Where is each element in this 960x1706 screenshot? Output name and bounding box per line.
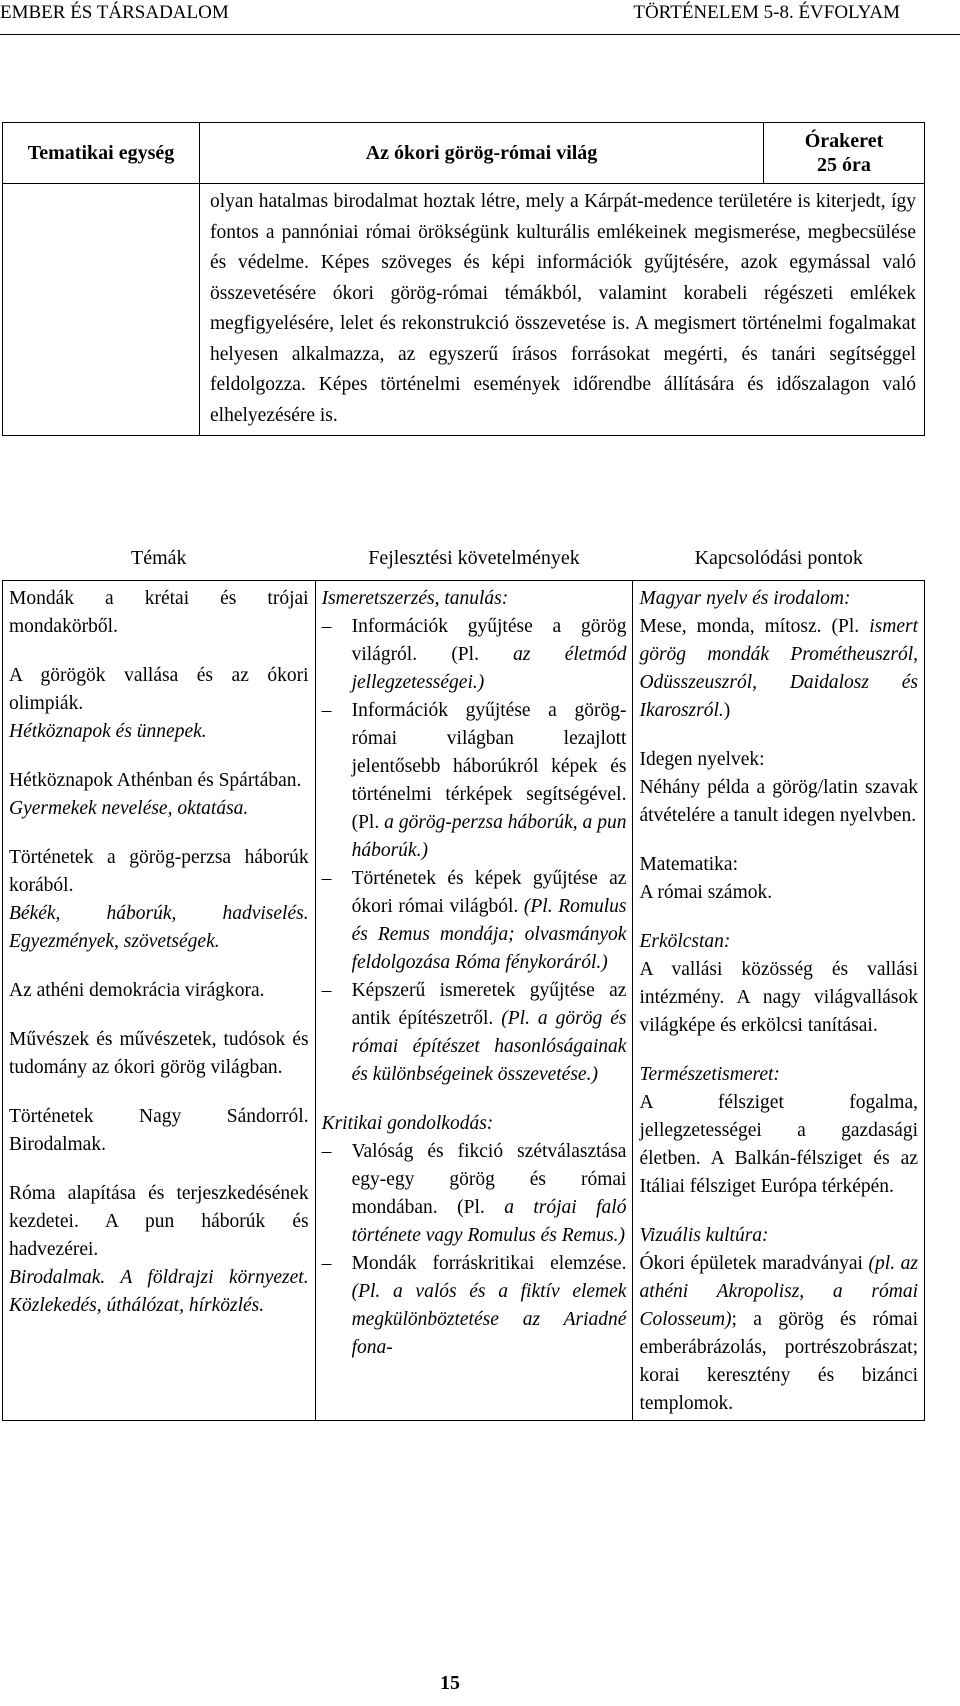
header-connections: Kapcsolódási pontok xyxy=(633,536,925,581)
connection-block: Vizuális kultúra: Ókori épületek maradványai (pl. az athéni Akropolisz, a római Colosseum); a görög és római emberábrázolás, portrészobrászat; korai keresztény és bizánci templomok. xyxy=(639,1225,919,1414)
topic-item: Róma alapítása és terjeszkedésének kezdetei. A pun háborúk és hadvezérei. Birodalmak. A földrajzi környezet. Közlekedés, úthálózat, hírközlés. xyxy=(9,1183,309,1316)
topic-item: Művészek és művészetek, tudósok és tudomány az ókori görög világban. xyxy=(9,1029,309,1078)
header-topics: Témák xyxy=(3,536,316,581)
requirement-item: – Információk gyűjtése a görög világról. (Pl. az életmód jellegzetességei.) xyxy=(321,616,627,693)
connection-block: Erkölcstan: A vallási közösség és vallási intézmény. A nagy világvallások világképe és erkölcsi tanításai. xyxy=(639,931,918,1036)
requirements-group-title: Kritikai gondolkodás: xyxy=(321,1113,494,1134)
hours-cell xyxy=(764,123,925,184)
unit-title: Az ókori görög-római világ xyxy=(200,123,764,184)
unit-body-text: olyan hatalmas birodalmat hoztak létre, mely a Kárpát-medence területére is kiterjedt, így fontos a pannóniai római örökségünk kulturális emlékeinek megismerése, megbecsülése és védelme. Képes szöveges és képi információk gyűjtésére, azok egymással való összevetésére ókori görög-római témákból, valamint korabeli régészeti emlékek megfigyelésére, lelet és rekonstrukció összevetése is. A megismert történelmi fogalmakat helyesen alkalmazza, az egyszerű írásos forrásokat megérti, és tanári segítséggel feldolgozza. Képes történelmi események időrendbe állítására és időszalagon való elhelyezésére is. xyxy=(200,184,925,436)
requirement-item: – Képszerű ismeretek gyűjtése az antik építészetről. (Pl. a görög és római építészet hasonlóságainak és különbségeinek összevetése.) xyxy=(321,980,627,1085)
topic-item: Hétköznapok Athénban és Spártában. Gyermekek nevelése, oktatása. xyxy=(9,770,302,819)
connection-block: Természetismeret: A félsziget fogalma, jellegzetességei a gazdasági életben. A Balkán-félsziget és az Itáliai félsziget Európa térképén. xyxy=(639,1064,918,1197)
topic-item: Mondák a krétai és trójai mondakörből. xyxy=(9,588,309,637)
requirement-item: – Történetek és képek gyűjtése az ókori római világból. (Pl. Romulus és Remus mondája; olvasmányok feldolgozása Róma fénykoráról.) xyxy=(321,868,627,973)
requirements-group-title: Ismeretszerzés, tanulás: xyxy=(321,588,509,609)
topic-item: Az athéni demokrácia virágkora. xyxy=(9,980,265,1001)
hours-label: Órakeret xyxy=(804,130,884,152)
requirement-item: – Valóság és fikció szétválasztása egy-egy görög és római mondában. (Pl. a trójai faló története vagy Romulus és Remus.) xyxy=(321,1141,627,1246)
requirement-item: – Mondák forráskritikai elemzése. (Pl. a valós és a fiktív elemek megkülönböztetése az Ariadné fona- xyxy=(321,1253,627,1358)
thematic-unit-table xyxy=(2,122,925,436)
topic-item: Történetek Nagy Sándorról. Birodalmak. xyxy=(9,1106,309,1155)
connection-block: Magyar nyelv és irodalom: Mese, monda, mítosz. (Pl. ismert görög mondák Prométheuszról, Odüsszeuszról, Daidalosz és Ikaroszról.) xyxy=(639,588,918,721)
requirements-column xyxy=(315,581,633,1421)
connections-column xyxy=(633,581,925,1421)
empty-cell xyxy=(3,184,200,436)
hours-value: 25 óra xyxy=(817,154,871,176)
thematic-unit-label: Tematikai egység xyxy=(3,123,200,184)
header-requirements: Fejlesztési követelmények xyxy=(315,536,633,581)
header-rule xyxy=(0,34,960,35)
page-number: 15 xyxy=(440,1672,460,1694)
requirement-item: – Információk gyűjtése a görög-római világban lezajlott jelentősebb háborúkról képek és történelmi térképek segítségével. (Pl. a görög-perzsa háborúk, a pun háborúk.) xyxy=(321,700,627,861)
topics-table xyxy=(2,536,925,1421)
header-right: TÖRTÉNELEM 5-8. ÉVFOLYAM xyxy=(633,2,900,23)
connection-block: Matematika: A római számok. xyxy=(639,854,773,903)
topic-item: Történetek a görög-perzsa háborúk korából. Békék, háborúk, hadviselés. Egyezmények, szövetségek. xyxy=(9,847,309,952)
topic-item: A görögök vallása és az ókori olimpiák. Hétköznapok és ünnepek. xyxy=(9,665,309,742)
connection-block: Idegen nyelvek: Néhány példa a görög/latin szavak átvételére a tanult idegen nyelvben. xyxy=(639,749,918,826)
topics-column xyxy=(3,581,316,1421)
header-left: EMBER ÉS TÁRSADALOM xyxy=(0,2,229,23)
